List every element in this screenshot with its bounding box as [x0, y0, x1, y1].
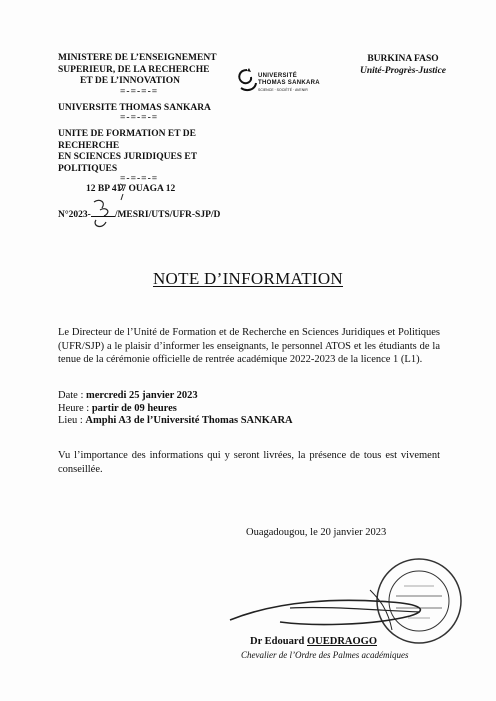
- paragraph-intro: Le Directeur de l’Unité de Formation et de Recherche en Sciences Juridiques et Politiques (UFR/SJP) a le plaisir d’informer les enseignants, le personnel ATOS et les étudiants de la tenue de la cérémonie officielle de rentrée académique 2022-2023 de la licence 1 (L1).: [58, 327, 440, 365]
- document-title-text: NOTE D’INFORMATION: [152, 269, 344, 288]
- separator-2: =-=-=-=: [120, 113, 159, 123]
- reference-prefix: N°2023-: [58, 210, 91, 220]
- country-motto: Unité-Progrès-Justice: [359, 66, 447, 76]
- time-value: partir de 09 heures: [91, 402, 177, 414]
- logo-line-3: SCIENCE · SOCIÉTÉ · AVENIR: [258, 88, 308, 92]
- signatory-surname: OUEDRAOGO: [307, 636, 378, 647]
- place-value: Amphi A3 de l’Université Thomas SANKARA: [85, 415, 293, 426]
- ministry-header: [58, 53, 258, 196]
- ufr-line-1: UNITE DE FORMATION ET DE RECHERCHE: [58, 129, 196, 151]
- document-title: [0, 269, 496, 289]
- logo-text: [258, 73, 320, 94]
- logo-line-1: UNIVERSITÉ: [258, 73, 298, 79]
- place-label: Lieu :: [58, 415, 86, 426]
- reference-suffix: /MESRI/UTS/UFR-SJP/D: [114, 210, 221, 220]
- separator-1: =-=-=-=: [120, 86, 159, 97]
- event-place: [58, 415, 293, 428]
- date-value: mercredi 25 janvier 2023: [86, 390, 198, 401]
- ministry-line-2: SUPERIEUR, DE LA RECHERCHE: [58, 64, 210, 75]
- event-details: [58, 390, 293, 428]
- country-name: BURKINA FASO: [367, 54, 439, 64]
- postal-address: 12 BP 417 OUAGA 12: [86, 184, 176, 194]
- university-name: UNIVERSITE THOMAS SANKARA: [58, 102, 211, 113]
- time-label: Heure :: [58, 402, 92, 414]
- event-time: [58, 403, 293, 416]
- ufr-line-2: EN SCIENCES JURIDIQUES ET POLITIQUES: [58, 152, 197, 174]
- ministry-line-1: MINISTERE DE L’ENSEIGNEMENT: [58, 53, 217, 63]
- paragraph-closing: Vu l’importance des informations qui y seront livrées, la présence de tous est vivement conseillée.: [58, 450, 440, 475]
- signatory-name: [250, 636, 377, 647]
- date-label: Date :: [58, 390, 86, 401]
- event-date: [58, 390, 293, 403]
- signatory-prefix: Dr Edouard: [250, 636, 307, 647]
- logo-line-2: THOMAS SANKARA: [258, 80, 320, 86]
- signatory-title: Chevalier de l’Ordre des Palmes académiques: [241, 650, 409, 660]
- place-and-date: Ouagadougou, le 20 janvier 2023: [246, 527, 387, 538]
- ministry-line-3: ET DE L’INNOVATION: [80, 76, 180, 86]
- country-header: [343, 53, 463, 77]
- separator-3: =-=-=-=: [120, 174, 159, 184]
- reference-number: [58, 210, 220, 220]
